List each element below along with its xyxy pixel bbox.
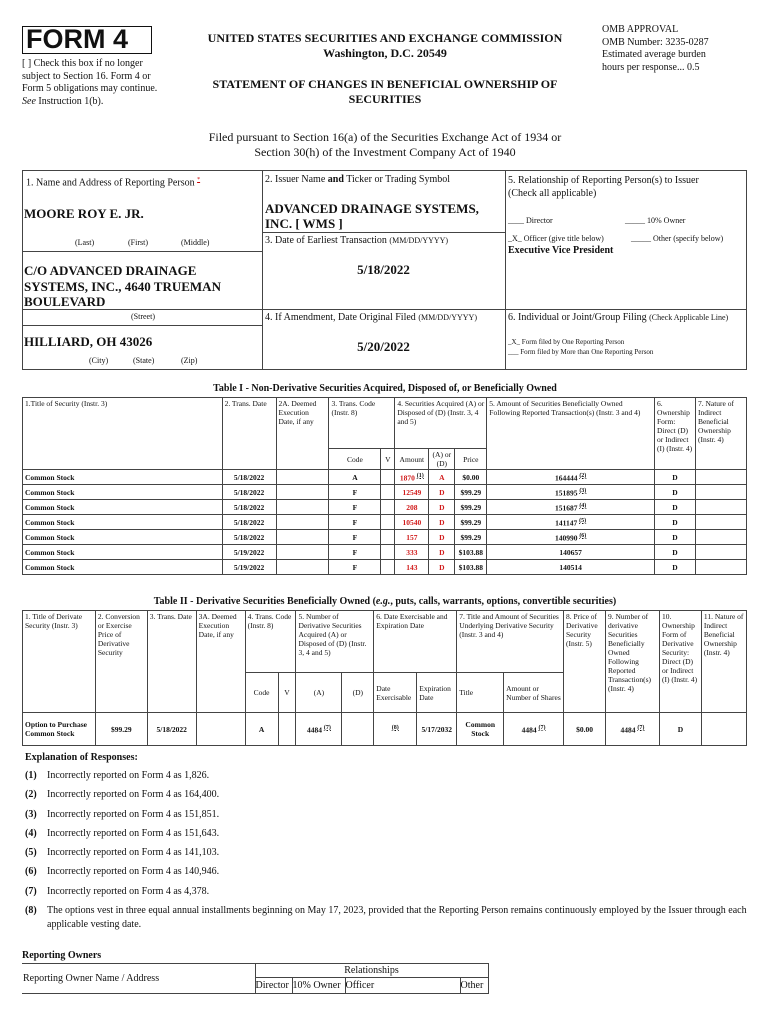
t1-cell-form bbox=[654, 530, 695, 545]
t1-cell-nature bbox=[695, 470, 746, 485]
t1-cell-title bbox=[23, 545, 223, 560]
t1-cell-price-value: $99.29 bbox=[460, 487, 482, 497]
t1-cell-nature bbox=[695, 560, 746, 575]
omb-title: OMB APPROVAL bbox=[602, 24, 679, 35]
t2-sub-title: Title bbox=[457, 673, 504, 713]
t2-cell-code: A bbox=[245, 713, 278, 746]
explanation-text: Incorrectly reported on Form 4 as 151,643. bbox=[47, 827, 220, 839]
t1-cell-v bbox=[381, 530, 395, 545]
t1-cell-title-value: Common Stock bbox=[25, 487, 75, 497]
officer-title: Executive Vice President bbox=[508, 245, 614, 256]
t1-cell-owned bbox=[487, 560, 655, 575]
box1-label-mark[interactable]: * bbox=[197, 177, 201, 183]
footnote-link[interactable]: (6) bbox=[579, 532, 587, 539]
t2-row bbox=[23, 713, 747, 746]
t1-cell-aord bbox=[429, 515, 455, 530]
t1-cell-date bbox=[222, 560, 276, 575]
t1-cell-title bbox=[23, 515, 223, 530]
t1-cell-date-value: 5/18/2022 bbox=[233, 472, 265, 482]
t1-cell-owned-value: 151687 bbox=[554, 503, 578, 513]
t1-cell-date-value: 5/19/2022 bbox=[233, 562, 265, 572]
t1-cell-code-value: F bbox=[352, 517, 358, 527]
t1-cell-deemed bbox=[276, 530, 329, 545]
t1-cell-amount-value: 157 bbox=[406, 532, 418, 542]
t2-header-underlying: 7. Title and Amount of Securities Underlying Derivative Security (Instr. 3 and 4) bbox=[457, 611, 564, 673]
t1-cell-aord bbox=[429, 560, 455, 575]
t1-cell-aord bbox=[429, 545, 455, 560]
t2-header-code: 4. Trans. Code (Instr. 8) bbox=[245, 611, 296, 673]
explanation-text: Incorrectly reported on Form 4 as 1,826. bbox=[47, 770, 210, 781]
issuer-name: ADVANCED DRAINAGE SYSTEMS, INC. [ WMS ] bbox=[265, 201, 479, 231]
t2-cell-date: 5/18/2022 bbox=[147, 713, 196, 746]
t2-sub-date-exercisable: Date Exercisable bbox=[374, 673, 417, 713]
footnote-link[interactable]: (4) bbox=[579, 502, 587, 509]
t2-header-owned: 9. Number of derivative Securities Beneficially Owned Following Reported Transaction(s) (Instr. 4) bbox=[605, 611, 659, 713]
explanation-text: Incorrectly reported on Form 4 as 164,400. bbox=[47, 789, 220, 801]
col-director: Director bbox=[255, 978, 292, 994]
box5-label bbox=[508, 174, 746, 200]
omb-burden-line1: Estimated average burden bbox=[602, 49, 706, 60]
t1-cell-aord bbox=[429, 485, 455, 500]
t1-cell-date bbox=[222, 515, 276, 530]
t1-cell-form bbox=[654, 500, 695, 515]
explanation-item bbox=[25, 904, 747, 932]
t1-cell-amount bbox=[395, 560, 429, 575]
t1-cell-title bbox=[23, 500, 223, 515]
t1-cell-price bbox=[455, 530, 487, 545]
t1-cell-deemed bbox=[276, 470, 329, 485]
t1-cell-nature bbox=[695, 515, 746, 530]
t1-header-title: 1.Title of Security (Instr. 3) bbox=[23, 398, 223, 470]
box2-label-and: and bbox=[327, 174, 344, 185]
t1-cell-code-value: F bbox=[352, 487, 358, 497]
label-city: (City) bbox=[89, 356, 109, 365]
t1-cell-price-value: $103.88 bbox=[458, 547, 483, 557]
t1-cell-code-value: F bbox=[352, 502, 358, 512]
label-first: (First) bbox=[128, 238, 148, 247]
footnote-link-8[interactable]: (8) bbox=[391, 724, 399, 731]
col-officer: Officer bbox=[345, 978, 460, 994]
t1-header-deemed: 2A. Deemed Execution Date, if any bbox=[276, 398, 329, 470]
see-text: See bbox=[22, 95, 36, 107]
t1-cell-aord-value: D bbox=[439, 532, 445, 542]
reporting-owners-title: Reporting Owners bbox=[22, 950, 102, 961]
t1-cell-price bbox=[455, 545, 487, 560]
check-box-note bbox=[22, 58, 172, 108]
check-box-text[interactable]: [ ] Check this box if no longer subject to Section 16. Form 4 or Form 5 obligations may continue. bbox=[22, 58, 158, 94]
explanation-item bbox=[25, 865, 747, 879]
box2-label-pre: 2. Issuer Name bbox=[265, 174, 328, 185]
explanation-item bbox=[25, 846, 747, 860]
t2-header-deemed: 3A. Deemed Execution Date, if any bbox=[196, 611, 245, 713]
explanation-item bbox=[25, 769, 747, 783]
t1-cell-form bbox=[654, 560, 695, 575]
t1-cell-title bbox=[23, 470, 223, 485]
reporting-person-name: MOORE ROY E. JR. bbox=[24, 206, 144, 221]
relationship-10-owner[interactable]: _____ 10% Owner bbox=[625, 216, 686, 225]
t1-cell-date-value: 5/19/2022 bbox=[233, 547, 265, 557]
t1-cell-owned-value: 151895 bbox=[554, 488, 578, 498]
t1-cell-owned bbox=[487, 515, 655, 530]
t1-cell-title bbox=[23, 560, 223, 575]
box3-label-format: (MM/DD/YYYY) bbox=[389, 236, 449, 245]
t1-cell-price bbox=[455, 470, 487, 485]
explanation-number: (5) bbox=[25, 847, 37, 859]
t1-cell-amount-value: 1870 bbox=[399, 473, 415, 483]
t1-cell-aord-value: A bbox=[439, 472, 445, 482]
t2-cell-underlying-title: Common Stock bbox=[457, 713, 504, 746]
reporting-owners-table bbox=[22, 963, 489, 994]
t1-cell-code bbox=[329, 500, 381, 515]
t2-sub-code: Code bbox=[245, 673, 278, 713]
t1-cell-aord-value: D bbox=[439, 502, 445, 512]
footnote-link[interactable]: (3) bbox=[579, 487, 587, 494]
filed-pursuant-line2: Section 30(h) of the Investment Company Act of 1940 bbox=[254, 145, 516, 159]
t2-cell-v bbox=[278, 713, 296, 746]
t2-header-conversion: 2. Conversion or Exercise Price of Derivative Security bbox=[95, 611, 147, 713]
t1-cell-nature bbox=[695, 500, 746, 515]
t1-cell-amount-value: 143 bbox=[406, 562, 418, 572]
t1-cell-code bbox=[329, 515, 381, 530]
t1-cell-form bbox=[654, 470, 695, 485]
relationships-header: Relationships bbox=[255, 964, 488, 978]
t1-cell-aord-value: D bbox=[439, 562, 445, 572]
t2-header-exercisable: 6. Date Exercisable and Expiration Date bbox=[374, 611, 457, 673]
t2-header-nature: 11. Nature of Indirect Beneficial Ownership (Instr. 4) bbox=[701, 611, 746, 713]
t2-cell-owned-value: 4484 bbox=[620, 725, 636, 735]
t1-cell-price-value: $0.00 bbox=[462, 472, 480, 482]
t1-cell-code-value: F bbox=[352, 547, 358, 557]
t1-cell-code bbox=[329, 485, 381, 500]
t1-cell-deemed bbox=[276, 515, 329, 530]
t1-sub-price: Price bbox=[455, 449, 487, 470]
explanation-text: Incorrectly reported on Form 4 as 4,378. bbox=[47, 885, 210, 897]
t1-cell-date-value: 5/18/2022 bbox=[233, 502, 265, 512]
table-row bbox=[23, 470, 747, 485]
table2-title-pre: Table II - Derivative Securities Beneficially Owned ( bbox=[153, 596, 376, 607]
t2-sub-v: V bbox=[278, 673, 296, 713]
t1-cell-nature bbox=[695, 530, 746, 545]
footnote-link-7[interactable]: (7) bbox=[538, 724, 546, 731]
t1-cell-code bbox=[329, 530, 381, 545]
table-row bbox=[23, 545, 747, 560]
t1-cell-date bbox=[222, 470, 276, 485]
box1-label bbox=[26, 177, 200, 188]
box3-label-text: 3. Date of Earliest Transaction bbox=[265, 235, 387, 246]
t2-header-title: 1. Title of Derivate Security (Instr. 3) bbox=[23, 611, 96, 713]
t1-cell-date-value: 5/18/2022 bbox=[233, 532, 265, 542]
t1-header-acquired: 4. Securities Acquired (A) or Disposed of (D) (Instr. 3, 4 and 5) bbox=[395, 398, 487, 449]
omb-number: OMB Number: 3235-0287 bbox=[602, 36, 709, 48]
t1-cell-owned-value: 164444 bbox=[554, 473, 578, 483]
footnote-link-7[interactable]: (7) bbox=[637, 724, 645, 731]
t1-cell-aord bbox=[429, 500, 455, 515]
t1-cell-price bbox=[455, 515, 487, 530]
t2-cell-underlying-amount bbox=[504, 713, 564, 746]
footnote-link-7[interactable]: (7) bbox=[323, 724, 331, 731]
explanation-number: (7) bbox=[25, 885, 37, 897]
t1-cell-price-value: $99.29 bbox=[460, 532, 482, 542]
t1-cell-code-value: A bbox=[352, 472, 358, 482]
t1-cell-code-value: F bbox=[352, 562, 358, 572]
t1-cell-form-value: D bbox=[672, 472, 678, 482]
instruction-text: Instruction 1(b). bbox=[35, 95, 104, 107]
t2-sub-a: (A) bbox=[296, 673, 342, 713]
t1-cell-form bbox=[654, 485, 695, 500]
explanation-number: (1) bbox=[25, 770, 37, 781]
t1-cell-form bbox=[654, 545, 695, 560]
earliest-transaction-date: 5/18/2022 bbox=[357, 262, 410, 277]
t1-cell-owned-value: 140514 bbox=[559, 562, 582, 572]
t2-cell-expiration: 5/17/2032 bbox=[417, 713, 457, 746]
t1-cell-title-value: Common Stock bbox=[25, 502, 75, 512]
filing-one-person[interactable]: _X_ Form filed by One Reporting Person bbox=[508, 338, 625, 346]
t1-cell-date bbox=[222, 500, 276, 515]
label-last: (Last) bbox=[75, 238, 95, 247]
t1-cell-amount-value: 333 bbox=[406, 547, 418, 557]
t1-cell-price-value: $103.88 bbox=[458, 562, 483, 572]
filed-pursuant-line1: Filed pursuant to Section 16(a) of the Securities Exchange Act of 1934 or bbox=[208, 130, 562, 144]
explanation-number: (2) bbox=[25, 789, 37, 801]
t1-cell-code-value: F bbox=[352, 532, 358, 542]
t2-cell-nature bbox=[701, 713, 746, 746]
t1-cell-owned bbox=[487, 500, 655, 515]
t1-cell-date-value: 5/18/2022 bbox=[233, 517, 265, 527]
box4-label bbox=[265, 312, 477, 323]
explanation-list bbox=[25, 769, 747, 937]
box5-label-text: 5. Relationship of Reporting Person(s) to Issuer bbox=[508, 175, 699, 186]
t1-cell-v bbox=[381, 560, 395, 575]
box6-label bbox=[508, 312, 728, 323]
t1-cell-owned bbox=[487, 530, 655, 545]
t1-cell-v bbox=[381, 500, 395, 515]
table2-title-post: , puts, calls, warrants, options, convertible securities) bbox=[390, 596, 617, 607]
t2-cell-conversion: $99.29 bbox=[95, 713, 147, 746]
t1-header-form: 6. Ownership Form: Direct (D) or Indirect (I) (Instr. 4) bbox=[654, 398, 695, 470]
statement-title: STATEMENT OF CHANGES IN BENEFICIAL OWNERSHIP OF SECURITIES bbox=[212, 77, 558, 106]
t1-cell-code bbox=[329, 560, 381, 575]
t1-cell-aord-value: D bbox=[439, 487, 445, 497]
t1-cell-date bbox=[222, 545, 276, 560]
t1-cell-nature bbox=[695, 485, 746, 500]
amendment-date: 5/20/2022 bbox=[357, 339, 410, 354]
non-derivative-table bbox=[22, 397, 747, 575]
t1-cell-deemed bbox=[276, 500, 329, 515]
explanation-number: (4) bbox=[25, 827, 37, 839]
t1-cell-v bbox=[381, 545, 395, 560]
t1-cell-price bbox=[455, 560, 487, 575]
explanation-text: Incorrectly reported on Form 4 as 140,946. bbox=[47, 866, 220, 878]
t2-sub-expiration: Expiration Date bbox=[417, 673, 457, 713]
t2-cell-form: D bbox=[659, 713, 701, 746]
explanation-number: (3) bbox=[25, 808, 37, 820]
t2-cell-deemed bbox=[196, 713, 245, 746]
t2-header-price: 8. Price of Derivative Security (Instr. 5) bbox=[564, 611, 606, 713]
label-middle: (Middle) bbox=[181, 238, 210, 247]
t1-cell-form-value: D bbox=[672, 487, 678, 497]
t1-cell-aord-value: D bbox=[439, 547, 445, 557]
t1-cell-owned-value: 140657 bbox=[559, 547, 582, 557]
t1-cell-v bbox=[381, 470, 395, 485]
t1-cell-v bbox=[381, 515, 395, 530]
t1-cell-form-value: D bbox=[672, 502, 678, 512]
box5-label-check: (Check all applicable) bbox=[508, 188, 597, 199]
t1-header-owned: 5. Amount of Securities Beneficially Owned Following Reported Transaction(s) (Instr. 3 and 4) bbox=[487, 398, 655, 470]
t1-cell-price-value: $99.29 bbox=[460, 502, 482, 512]
t1-cell-aord bbox=[429, 530, 455, 545]
t1-cell-form bbox=[654, 515, 695, 530]
relationship-director[interactable]: ____ Director bbox=[508, 216, 553, 225]
form-title: FORM 4 bbox=[22, 26, 152, 54]
t1-cell-owned-value: 140990 bbox=[554, 533, 578, 543]
t1-cell-form-value: D bbox=[672, 517, 678, 527]
box4-label-text: 4. If Amendment, Date Original Filed bbox=[265, 312, 416, 323]
owner-name-header: Reporting Owner Name / Address bbox=[22, 964, 255, 994]
t1-cell-price bbox=[455, 485, 487, 500]
table1-title: Table I - Non-Derivative Securities Acquired, Disposed of, or Beneficially Owned bbox=[213, 383, 557, 394]
t1-cell-owned bbox=[487, 545, 655, 560]
reporting-person-city: HILLIARD, OH 43026 bbox=[24, 334, 153, 349]
t2-cell-a bbox=[296, 713, 342, 746]
t1-cell-amount bbox=[395, 515, 429, 530]
t1-cell-date bbox=[222, 530, 276, 545]
explanation-number: (8) bbox=[25, 905, 37, 917]
t1-header-nature: 7. Nature of Indirect Beneficial Ownership (Instr. 4) bbox=[695, 398, 746, 470]
t1-cell-aord bbox=[429, 470, 455, 485]
footnote-link[interactable]: (1) bbox=[416, 472, 424, 479]
t1-cell-title-value: Common Stock bbox=[25, 547, 75, 557]
explanation-item bbox=[25, 788, 747, 802]
table2-title bbox=[0, 596, 770, 607]
table2-title-eg: e.g. bbox=[375, 596, 391, 607]
t2-header-number: 5. Number of Derivative Securities Acquired (A) or Disposed of (D) (Instr. 3, 4 and 5) bbox=[296, 611, 374, 673]
reporting-person-street: C/O ADVANCED DRAINAGE SYSTEMS, INC., 4640 TRUEMAN BOULEVARD bbox=[24, 263, 221, 309]
explanation-title: Explanation of Responses: bbox=[25, 752, 138, 763]
t1-sub-v: V bbox=[381, 449, 395, 470]
t1-sub-code: Code bbox=[329, 449, 381, 470]
t1-cell-code bbox=[329, 470, 381, 485]
t1-cell-owned bbox=[487, 470, 655, 485]
t1-cell-v bbox=[381, 485, 395, 500]
t2-header-form: 10. Ownership Form of Derivative Security: Direct (D) or Indirect (I) (Instr. 4) bbox=[659, 611, 701, 713]
box3-label bbox=[265, 235, 448, 246]
explanation-number: (6) bbox=[25, 866, 37, 878]
col-other: Other bbox=[460, 978, 488, 994]
box1-label-text: 1. Name and Address of Reporting Person bbox=[26, 177, 195, 189]
explanation-text: Incorrectly reported on Form 4 as 141,103. bbox=[47, 847, 220, 859]
t1-cell-owned-value: 141147 bbox=[555, 518, 578, 528]
t1-cell-form-value: D bbox=[672, 547, 678, 557]
agency-city: Washington, D.C. 20549 bbox=[323, 46, 447, 60]
t1-cell-title bbox=[23, 530, 223, 545]
t1-cell-deemed bbox=[276, 485, 329, 500]
t1-sub-aord: (A) or (D) bbox=[429, 449, 455, 470]
t2-sub-d: (D) bbox=[342, 673, 374, 713]
t1-cell-amount bbox=[395, 530, 429, 545]
t1-cell-owned bbox=[487, 485, 655, 500]
explanation-item bbox=[25, 885, 747, 899]
footnote-link[interactable]: (2) bbox=[579, 472, 587, 479]
box2-label-post: Ticker or Trading Symbol bbox=[343, 174, 451, 185]
t2-cell-owned bbox=[605, 713, 659, 746]
t1-cell-date bbox=[222, 485, 276, 500]
omb-approval bbox=[602, 24, 762, 74]
table-row bbox=[23, 515, 747, 530]
t1-cell-form-value: D bbox=[672, 532, 678, 542]
table-row bbox=[23, 485, 747, 500]
t1-cell-amount-value: 10540 bbox=[402, 517, 422, 527]
omb-burden-line2: hours per response... 0.5 bbox=[602, 61, 700, 73]
explanation-text: Incorrectly reported on Form 4 as 151,851. bbox=[47, 808, 220, 820]
label-zip: (Zip) bbox=[181, 356, 198, 365]
derivative-table bbox=[22, 610, 747, 746]
filing-multiple-persons[interactable]: ___ Form filed by More than One Reporting Person bbox=[508, 348, 654, 356]
table-row bbox=[23, 500, 747, 515]
t1-cell-date-value: 5/18/2022 bbox=[233, 487, 265, 497]
table-row bbox=[23, 530, 747, 545]
label-street: (Street) bbox=[131, 312, 155, 321]
label-state: (State) bbox=[133, 356, 155, 365]
t2-cell-a-value: 4484 bbox=[306, 725, 322, 735]
t1-cell-price bbox=[455, 500, 487, 515]
agency-name: UNITED STATES SECURITIES AND EXCHANGE COMMISSION bbox=[207, 31, 563, 45]
t1-header-code: 3. Trans. Code (Instr. 8) bbox=[329, 398, 395, 449]
t1-cell-amount bbox=[395, 545, 429, 560]
t1-cell-amount bbox=[395, 470, 429, 485]
box6-label-text: 6. Individual or Joint/Group Filing bbox=[508, 312, 647, 323]
t1-cell-amount bbox=[395, 485, 429, 500]
t1-cell-amount bbox=[395, 500, 429, 515]
t2-cell-d bbox=[342, 713, 374, 746]
t2-sub-amount: Amount or Number of Shares bbox=[504, 673, 564, 713]
explanation-text: The options vest in three equal annual installments beginning on May 17, 2023, provided that the Reporting Person remains continuously employed by the Issuer through each applicable vesting date. bbox=[47, 905, 747, 931]
box2-label bbox=[265, 174, 450, 185]
t1-cell-title-value: Common Stock bbox=[25, 562, 75, 572]
t1-cell-aord-value: D bbox=[439, 517, 445, 527]
explanation-item bbox=[25, 827, 747, 841]
t1-cell-form-value: D bbox=[672, 562, 678, 572]
relationship-officer[interactable]: _X_ Officer (give title below) bbox=[508, 234, 604, 243]
t1-cell-nature bbox=[695, 545, 746, 560]
t1-cell-price-value: $99.29 bbox=[460, 517, 482, 527]
table-row bbox=[23, 560, 747, 575]
t1-cell-code bbox=[329, 545, 381, 560]
t1-cell-amount-value: 208 bbox=[406, 502, 418, 512]
t1-cell-amount-value: 12549 bbox=[402, 487, 422, 497]
t1-cell-deemed bbox=[276, 560, 329, 575]
t1-header-date: 2. Trans. Date bbox=[222, 398, 276, 470]
t1-cell-title bbox=[23, 485, 223, 500]
t1-cell-title-value: Common Stock bbox=[25, 472, 75, 482]
t1-cell-title-value: Common Stock bbox=[25, 517, 75, 527]
t2-cell-underlying-amount-value: 4484 bbox=[521, 725, 537, 735]
t2-header-date: 3. Trans. Date bbox=[147, 611, 196, 713]
box4-label-format: (MM/DD/YYYY) bbox=[418, 313, 477, 322]
relationship-other[interactable]: _____ Other (specify below) bbox=[631, 234, 724, 243]
explanation-item bbox=[25, 808, 747, 822]
t1-cell-title-value: Common Stock bbox=[25, 532, 75, 542]
t2-cell-price: $0.00 bbox=[564, 713, 606, 746]
t1-cell-deemed bbox=[276, 545, 329, 560]
filed-pursuant bbox=[0, 130, 770, 160]
col-10-owner: 10% Owner bbox=[292, 978, 345, 994]
t2-cell-date-exercisable bbox=[374, 713, 417, 746]
box6-label-check: (Check Applicable Line) bbox=[649, 313, 729, 322]
footnote-link[interactable]: (5) bbox=[579, 517, 587, 524]
t1-sub-amount: Amount bbox=[395, 449, 429, 470]
t2-cell-title: Option to Purchase Common Stock bbox=[23, 713, 96, 746]
